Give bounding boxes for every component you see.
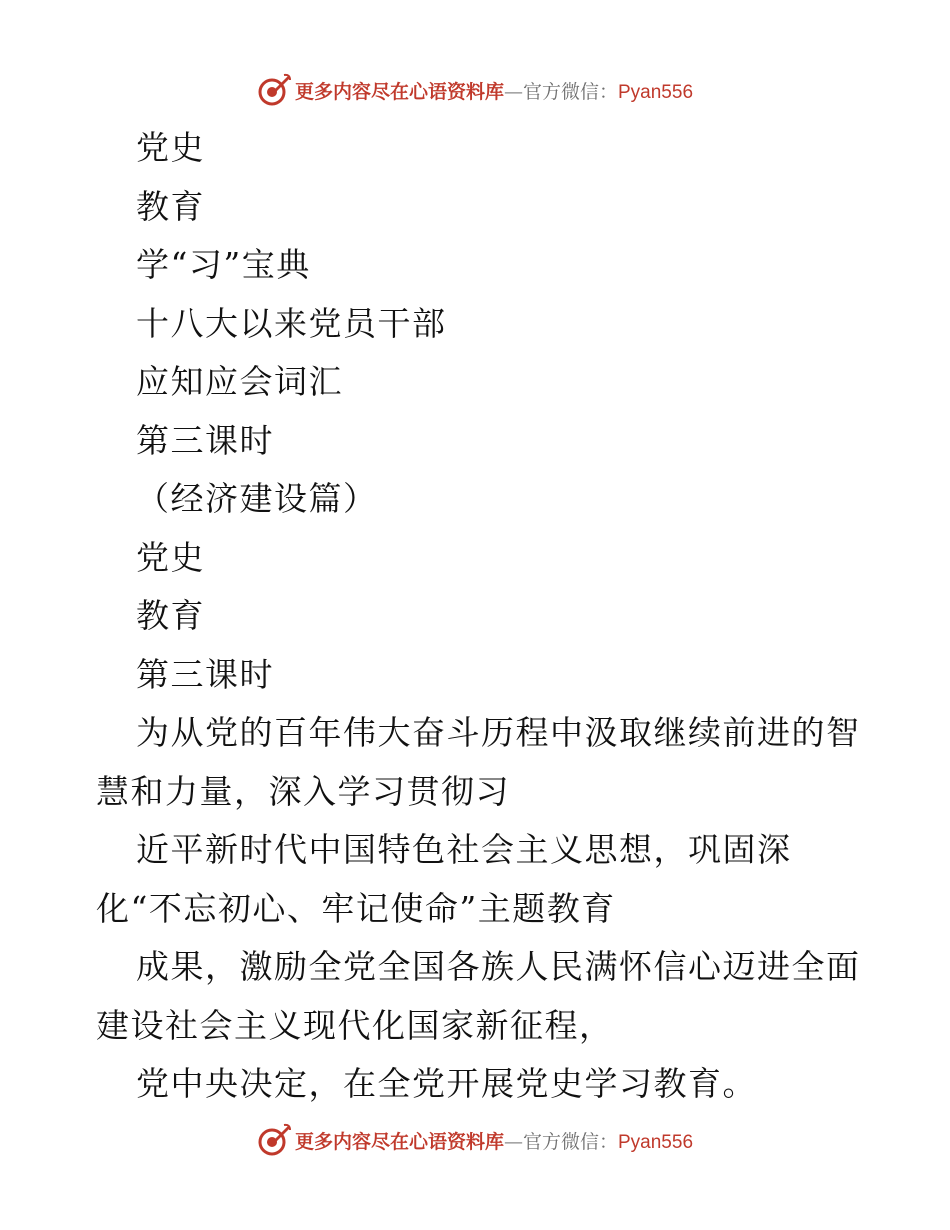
watermark-brand: 更多内容尽在心语资料库 (294, 80, 504, 103)
text-line: 化“不忘初心、牢记使命”主题教育 (96, 888, 616, 928)
watermark-dash: — (503, 1130, 523, 1153)
watermark-official-label: 官方微信： (522, 1130, 618, 1153)
watermark-text (295, 77, 693, 104)
text-line: 学“习”宝典 (136, 245, 311, 284)
watermark-dash: — (503, 80, 523, 103)
watermark-wechat-id: Pyan556 (618, 81, 694, 103)
quill-logo-icon (257, 73, 291, 107)
text-line: 近平新时代中国特色社会主义思想，巩固深 (136, 830, 792, 869)
document-body (96, 119, 861, 1114)
text-line: （经济建设篇） (136, 479, 378, 518)
text-line: 慧和力量，深入学习贯彻习 (96, 771, 510, 811)
text-line: 十八大以来党员干部 (136, 303, 447, 343)
text-line: 党史 (136, 537, 205, 577)
watermark-wechat-id: Pyan556 (618, 1131, 694, 1153)
watermark-official-label: 官方微信： (522, 80, 618, 103)
watermark-brand: 更多内容尽在心语资料库 (294, 1130, 504, 1153)
text-line: 成果，激励全党全国各族人民满怀信心迈进全面 (136, 947, 861, 986)
text-line: 应知应会词汇 (136, 362, 343, 401)
watermark-text (295, 1127, 693, 1154)
text-line: 第三课时 (136, 420, 274, 460)
text-line: 为从党的百年伟大奋斗历程中汲取继续前进的智 (136, 713, 861, 752)
text-line: 建设社会主义现代化国家新征程， (96, 1005, 614, 1045)
text-line: 党中央决定，在全党开展党史学习教育。 (136, 1064, 757, 1103)
text-line: 第三课时 (136, 654, 274, 694)
text-line: 教育 (136, 186, 205, 226)
text-line: 党史 (136, 128, 205, 167)
quill-logo-icon (257, 1123, 291, 1157)
footer-watermark (0, 1120, 950, 1160)
text-line: 教育 (136, 596, 205, 635)
header-watermark (0, 70, 950, 110)
